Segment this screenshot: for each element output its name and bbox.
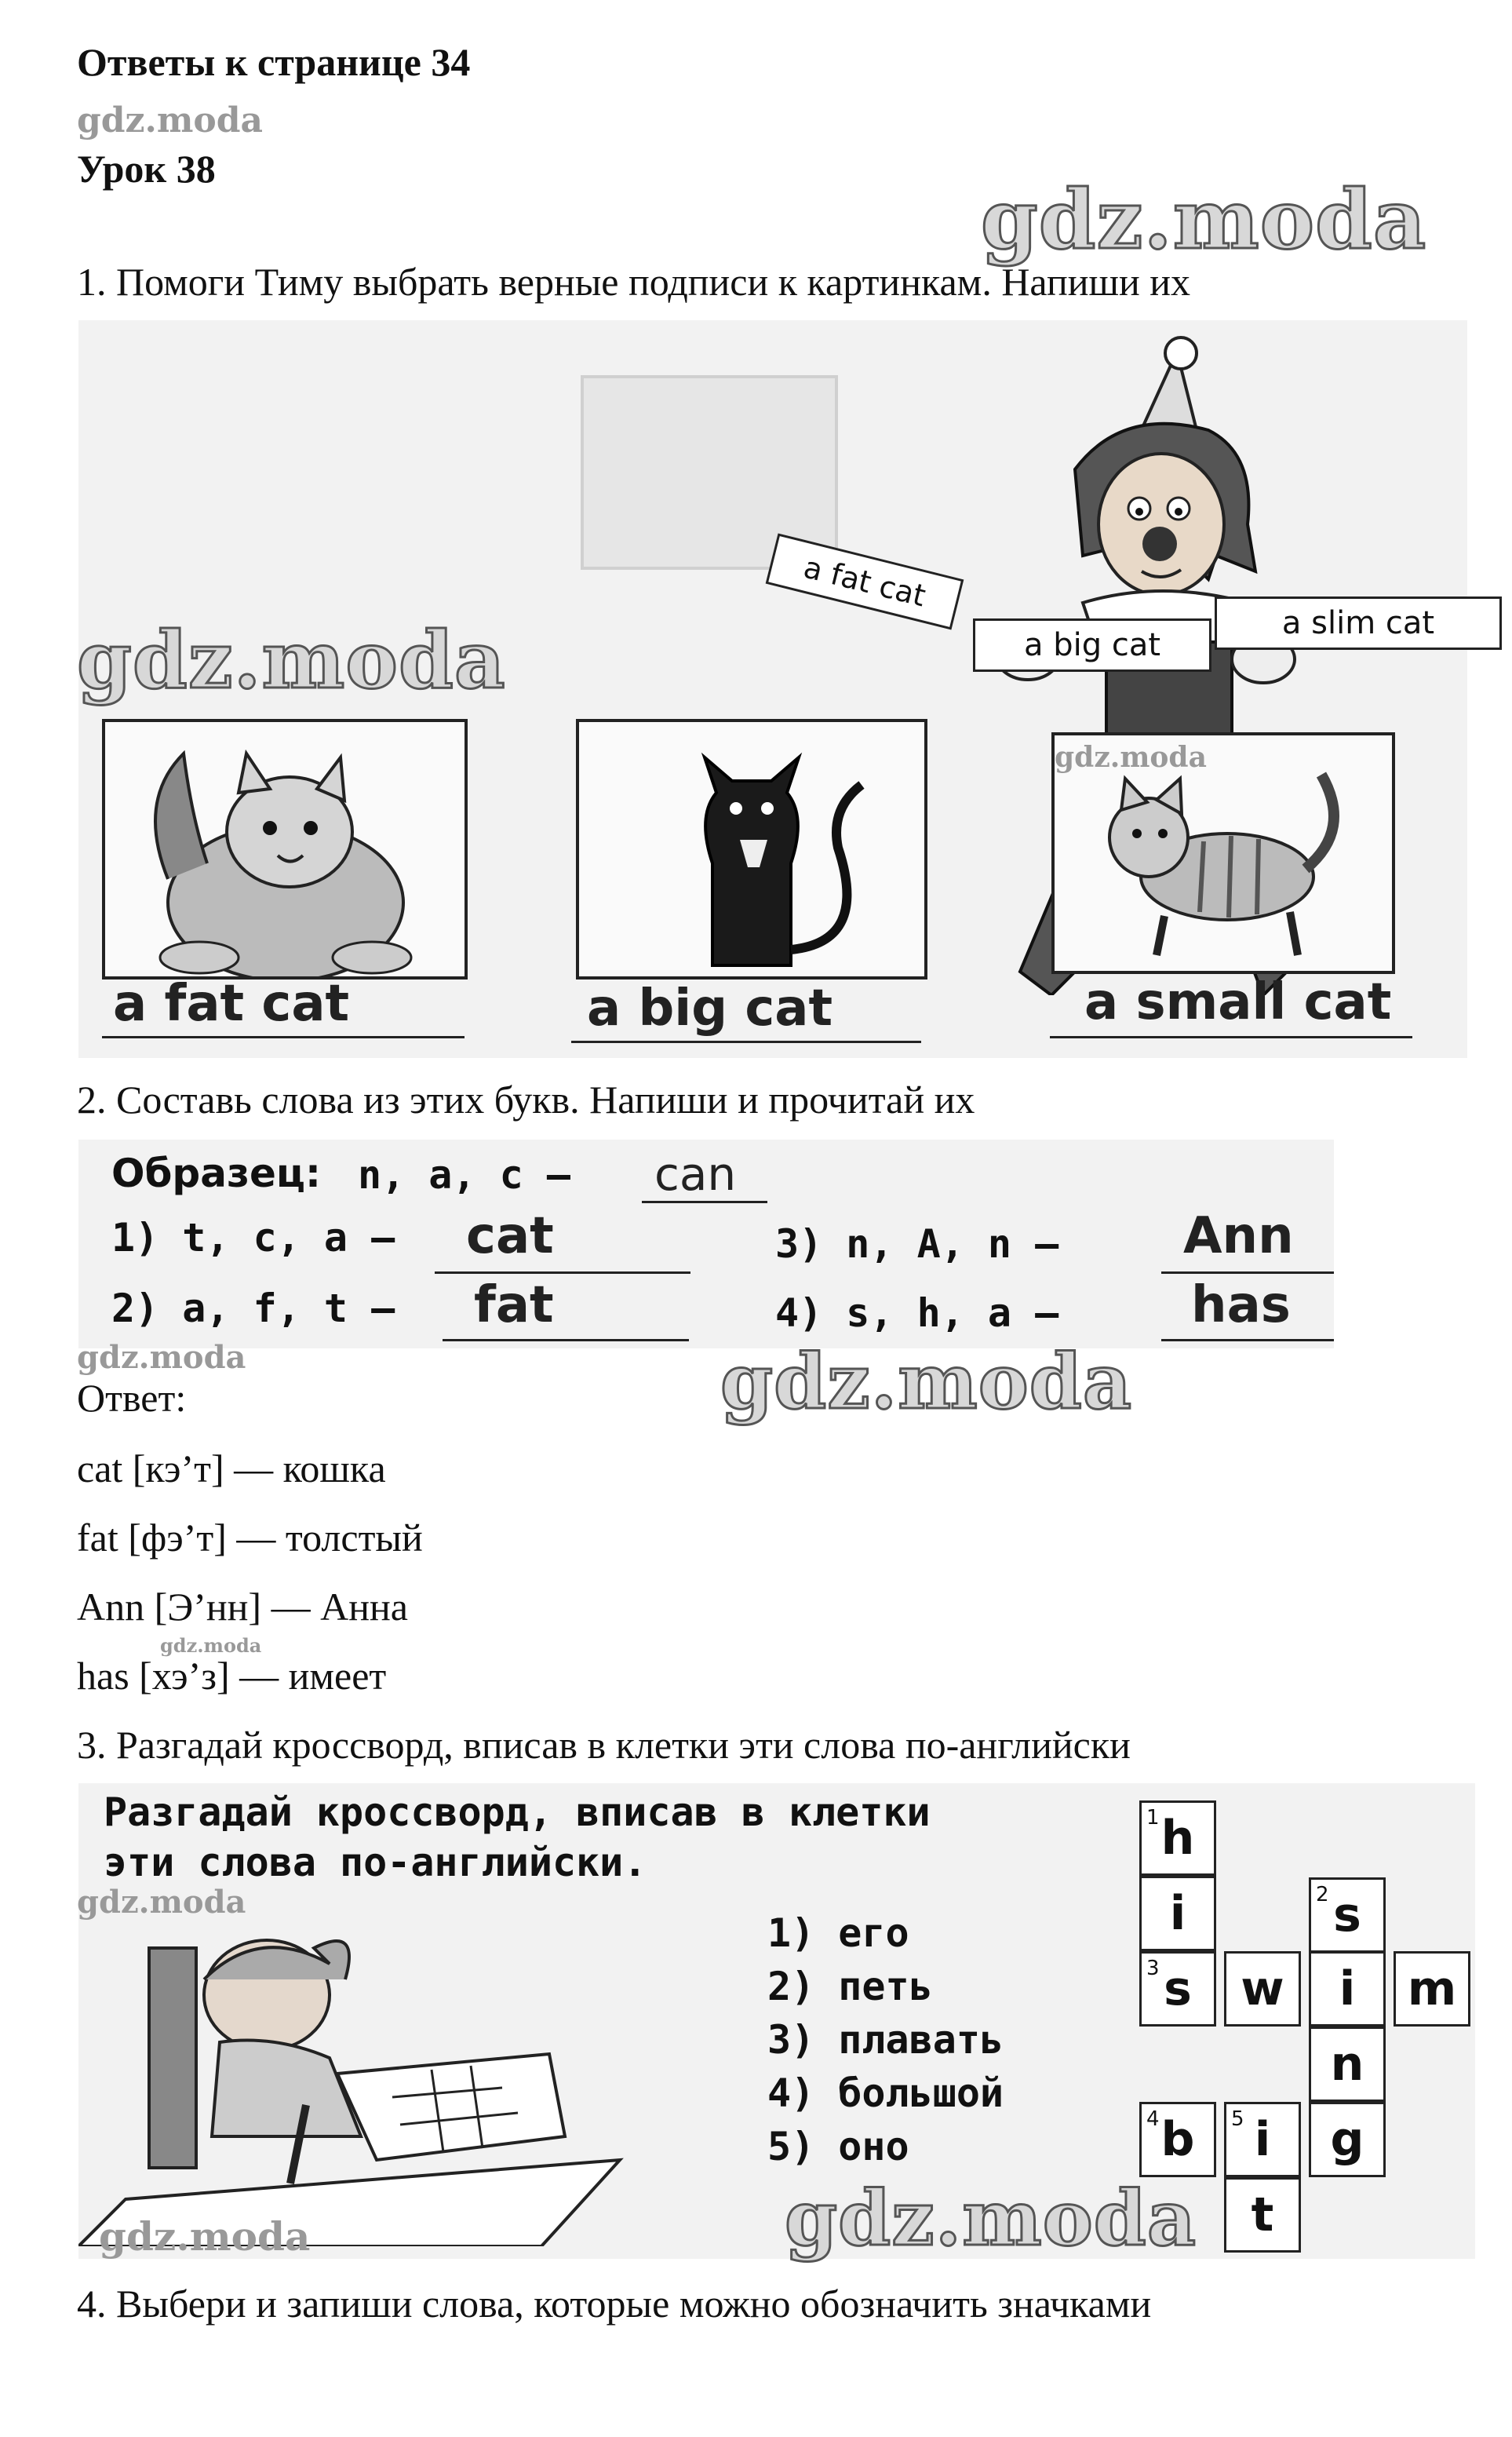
clue-1: 1) его <box>767 1910 909 1956</box>
clue-2: 2) петь <box>767 1964 933 2009</box>
crossword-cell: i <box>1309 1951 1386 2027</box>
crossword-cell: 1 h <box>1139 1800 1216 1876</box>
crossword-cell: n <box>1309 2027 1386 2102</box>
example-label: Образец: <box>111 1151 321 1196</box>
caption-note-big: a big cat <box>973 618 1211 672</box>
lesson-title: Урок 38 <box>77 147 216 191</box>
crossword-instruction-2: эти слова по-английски. <box>104 1840 647 1885</box>
clue-3: 3) плавать <box>767 2017 1004 2063</box>
answer-line <box>1050 1036 1412 1038</box>
answer-line <box>443 1339 689 1341</box>
picture-frame-2 <box>576 719 927 980</box>
answer-line-4: has [хэ’з] — имеет <box>77 1654 387 1698</box>
answer-picture-2: a big cat <box>587 980 833 1038</box>
answer-picture-3: a small cat <box>1084 973 1392 1031</box>
watermark: gdz.moda <box>77 614 506 706</box>
task2-exercise <box>78 1140 1334 1348</box>
black-cat-icon <box>579 722 924 976</box>
fluffy-cat-icon <box>105 722 465 976</box>
crossword-cell: 2 s <box>1309 1877 1386 1953</box>
watermark: gdz.moda <box>77 1339 246 1376</box>
caption-note-fat: a fat cat <box>766 533 964 629</box>
picture-frame-1 <box>102 719 468 980</box>
answer-line <box>1161 1339 1334 1341</box>
answer-line-3: Ann [Э’нн] — Анна <box>77 1585 408 1629</box>
item-1-answer: cat <box>466 1207 554 1265</box>
caption-note-slim: a slim cat <box>1215 596 1502 650</box>
task4-prompt: 4. Выбери и запиши слова, которые можно обозначить значками <box>77 2282 1152 2326</box>
girl-solving-crossword-icon <box>78 1901 643 2246</box>
clue-5: 5) оно <box>767 2124 909 2169</box>
crossword-cell: 4 b <box>1139 2102 1216 2177</box>
item-2-answer: fat <box>474 1276 554 1334</box>
watermark: gdz.moda <box>99 2213 311 2260</box>
answer-line <box>571 1041 921 1043</box>
task3-exercise <box>78 1783 1475 2259</box>
crossword-cell: w <box>1224 1951 1301 2027</box>
answer-line <box>642 1201 767 1203</box>
task2-prompt: 2. Составь слова из этих букв. Напиши и прочитай их <box>77 1078 975 1122</box>
item-2-letters: 2) a, f, t — <box>111 1286 395 1331</box>
task1-prompt: 1. Помоги Тиму выбрать верные подписи к картинкам. Напиши их <box>77 260 1190 304</box>
answer-picture-1: a fat cat <box>113 975 350 1033</box>
item-3-letters: 3) n, A, n — <box>775 1221 1059 1267</box>
watermark: gdz.moda <box>77 100 264 140</box>
answer-line <box>1161 1271 1334 1274</box>
item-3-answer: Ann <box>1183 1207 1294 1265</box>
item-4-letters: 4) s, h, a — <box>775 1290 1059 1336</box>
answer-line-1: cat [кэ’т] — кошка <box>77 1447 386 1490</box>
crossword-cell: t <box>1224 2177 1301 2253</box>
watermark: gdz.moda <box>160 1634 262 1657</box>
crossword-cell: g <box>1309 2102 1386 2177</box>
clue-4: 4) большой <box>767 2070 1004 2116</box>
answer-line <box>102 1036 465 1038</box>
task3-prompt: 3. Разгадай кроссворд, вписав в клетки эти слова по-английски <box>77 1723 1131 1767</box>
watermark: gdz.moda <box>981 171 1427 268</box>
example-answer: can <box>654 1147 737 1201</box>
crossword-cell: 3 s <box>1139 1951 1216 2027</box>
item-1-letters: 1) t, c, a — <box>111 1215 395 1260</box>
watermark: gdz.moda <box>785 2174 1197 2263</box>
crossword-cell: 5 i <box>1224 2102 1301 2177</box>
example-letters: n, a, c — <box>358 1152 570 1198</box>
crossword-cell: m <box>1394 1951 1470 2027</box>
crossword-cell: i <box>1139 1876 1216 1951</box>
answer-line <box>435 1271 690 1274</box>
crossword-instruction-1: Разгадай кроссворд, вписав в клетки <box>104 1789 931 1835</box>
watermark: gdz.moda <box>77 1884 246 1921</box>
watermark: gdz.moda <box>1055 741 1207 774</box>
answer-label: Ответ: <box>77 1376 187 1420</box>
page-title: Ответы к странице 34 <box>77 40 471 84</box>
answer-line-2: fat [фэ’т] — толстый <box>77 1516 423 1560</box>
item-4-answer: has <box>1191 1276 1291 1334</box>
watermark: gdz.moda <box>720 1337 1133 1426</box>
